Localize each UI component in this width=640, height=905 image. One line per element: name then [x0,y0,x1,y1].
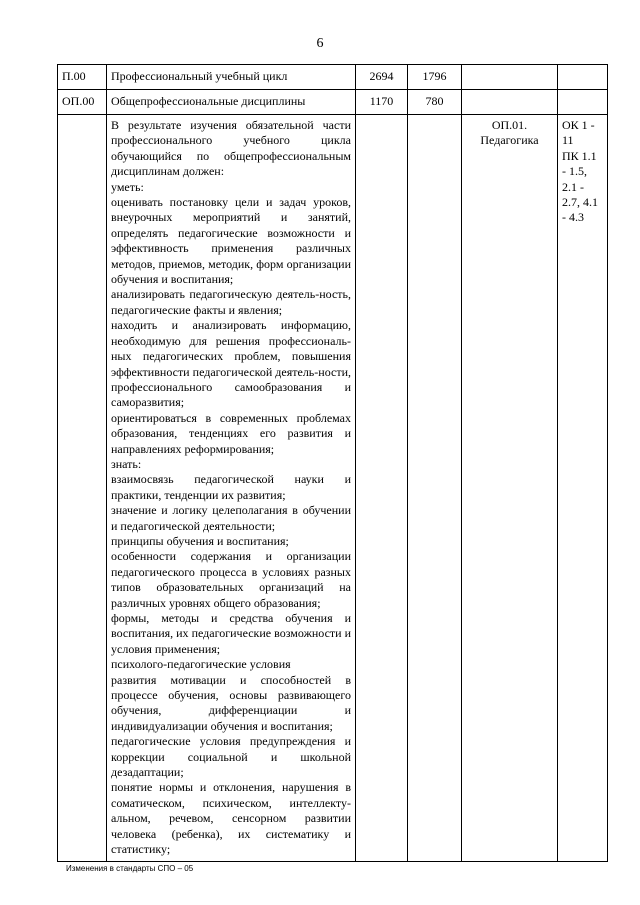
table-row [58,65,608,90]
curriculum-table [57,64,608,862]
competency-line: ОК 1 - [562,118,595,132]
page-number: 6 [316,36,324,51]
competency-codes [558,90,608,115]
table-row [58,115,608,862]
requirements-text: оценивать постановку цели и задач уроков, внеурочных мероприятий и занятий, определять педагогические возможности и эффективность применения различных методов, приемов, методик, форм организации обучения и воспитания; [111,195,351,287]
discipline-code: ОП.01. [491,118,528,132]
requirements-text: находить и анализировать информацию, необходимую для решения профессиональ-ных педагогических проблем, повышения эффективности педагогической деятель-ности, профессионального самообразования и саморазвития; [111,318,351,410]
discipline-name: Педагогика [480,133,539,148]
requirements-text: взаимосвязь педагогической науки и практики, тенденции их развития; [111,472,351,502]
requirements-text: формы, методы и средства обучения и воспитания, их педагогические возможности и условия применения; [111,611,351,656]
max-load: 2694 [356,65,408,90]
auditorium-load: 780 [408,90,462,115]
requirements-text: развития мотивации и способностей в процессе обучения, основы развивающего обучения, дифференциации и индивидуализации обучения и воспитания; [111,672,351,733]
competency-line: ПК 1.1 [562,148,597,163]
discipline-index [462,65,558,90]
max-load: 1170 [356,90,408,115]
requirements-text: особенности содержания и организации педагогического процесса в условиях разных типов образовательных организаций на различных уровнях общего образования; [111,549,351,610]
requirements-cell [107,115,356,862]
competency-line: 11 [562,133,574,148]
requirements-text: В результате изучения обязательной части профессионального учебного цикла обучающийся по общепрофессиональным дисциплинам должен: [111,118,351,179]
competency-codes [558,65,608,90]
cycle-code [58,115,107,862]
table-row [58,90,608,115]
requirements-text: психолого-педагогические условия [111,657,291,672]
cycle-name: Общепрофессиональные дисциплины [107,90,356,115]
competency-line: - 4.3 [562,210,584,225]
requirements-text: понятие нормы и отклонения, нарушения в соматическом, психическом, интеллекту-альном, речевом, сенсорном развитии человека (ребенка), их систематику и статистику; [111,780,351,857]
auditorium-load: 1796 [408,65,462,90]
requirements-text: педагогические условия предупреждения и коррекции социальной и школьной дезадаптации; [111,734,351,780]
cycle-code: ОП.00 [58,90,107,115]
competency-codes [558,115,608,862]
discipline-index [462,90,558,115]
requirements-text: значение и логику целеполагания в обучении и педагогической деятельности; [111,503,351,533]
requirements-heading: уметь: [111,179,144,194]
cycle-code: П.00 [58,65,107,90]
cycle-name: Профессиональный учебный цикл [107,65,356,90]
requirements-text: ориентироваться в современных проблемах образования, тенденциях его развития и направлениях реформирования; [111,410,351,456]
requirements-text: принципы обучения и воспитания; [111,533,289,548]
page-footer: Изменения в стандарты СПО – 05 [66,864,194,873]
competency-line: - 1.5, [562,164,587,179]
requirements-text: анализировать педагогическую деятель-ность, педагогические факты и явления; [111,287,351,317]
competency-line: 2.1 - [562,179,584,194]
competency-line: 2.7, 4.1 [562,195,598,210]
discipline-index [462,115,558,862]
max-load [356,115,408,862]
auditorium-load [408,115,462,862]
requirements-heading: знать: [111,456,142,471]
